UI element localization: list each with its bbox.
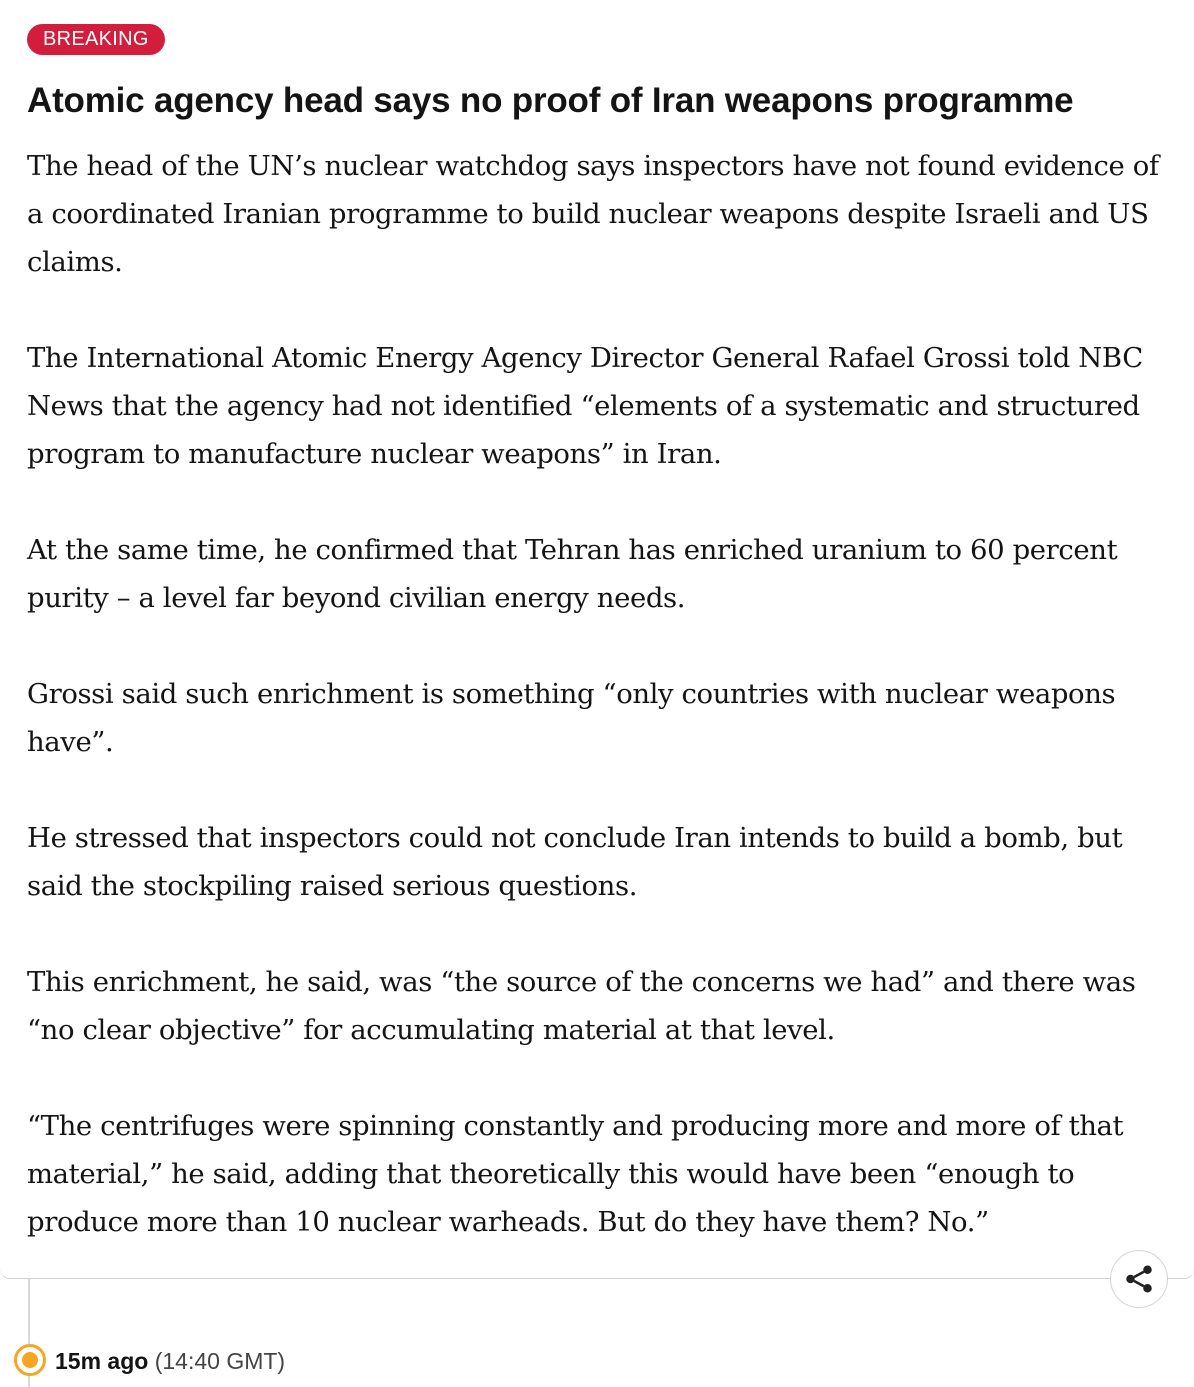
post-body bbox=[27, 142, 1167, 1246]
post-headline: Atomic agency head says no proof of Iran weapons programme bbox=[27, 81, 1074, 120]
absolute-time: (14:40 GMT) bbox=[154, 1348, 286, 1374]
breaking-badge: BREAKING bbox=[27, 24, 165, 55]
relative-time: 15m ago bbox=[55, 1348, 149, 1374]
live-dot-icon bbox=[14, 1344, 46, 1376]
post-paragraph: This enrichment, he said, was “the source of the concerns we had” and there was “no clear objective” for accumulating material at that level. bbox=[27, 966, 1136, 1046]
post-timestamp bbox=[55, 1346, 285, 1376]
post-paragraph: The International Atomic Energy Agency Director General Rafael Grossi told NBC News that the agency had not identified “elements of a systematic and structured program to manufacture nuclear weapons” in Iran. bbox=[27, 342, 1143, 470]
post-paragraph: Grossi said such enrichment is something “only countries with nuclear weapons have”. bbox=[27, 678, 1116, 758]
post-paragraph: “The centrifuges were spinning constantly and producing more and more of that material,” he said, adding that theoretically this would have been “enough to produce more than 10 nuclear warheads. But do they have them? No.” bbox=[27, 1110, 1124, 1238]
post-paragraph: At the same time, he confirmed that Tehran has enriched uranium to 60 percent purity – a level far beyond civilian energy needs. bbox=[27, 534, 1118, 614]
share-icon bbox=[1122, 1262, 1156, 1296]
post-paragraph: The head of the UN’s nuclear watchdog says inspectors have not found evidence of a coordinated Iranian programme to build nuclear weapons despite Israeli and US claims. bbox=[27, 150, 1159, 278]
share-button[interactable] bbox=[1110, 1250, 1168, 1308]
post-paragraph: He stressed that inspectors could not conclude Iran intends to build a bomb, but said the stockpiling raised serious questions. bbox=[27, 822, 1123, 902]
